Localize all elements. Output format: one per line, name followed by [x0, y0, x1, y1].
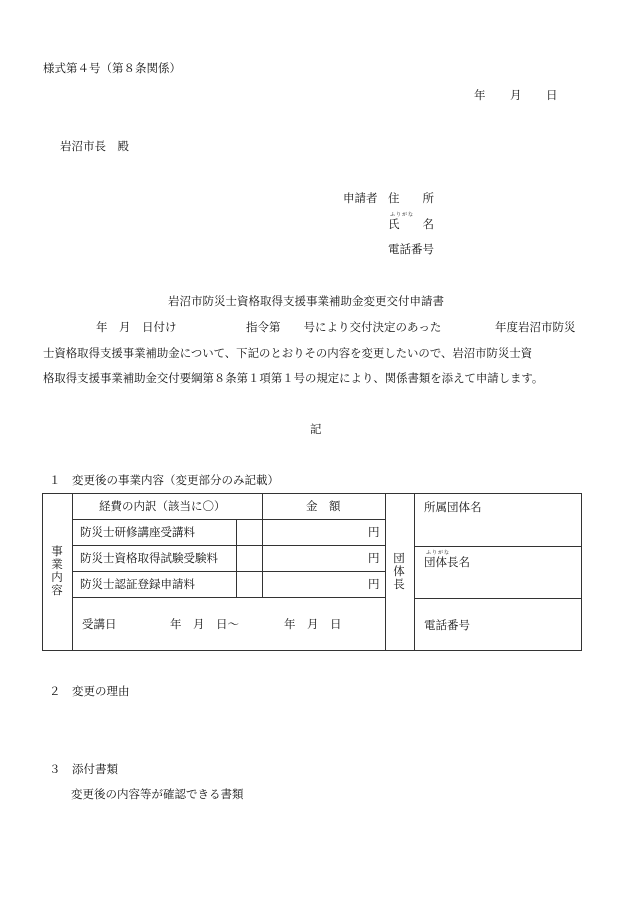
section2-heading: ２ 変更の理由 [49, 684, 130, 698]
item-label-training-fee: 防災士研修講座受講料 [80, 525, 195, 539]
form-number: 様式第４号（第８条関係） [43, 61, 181, 75]
group-leader-name-ruby: ふりがな [426, 550, 451, 556]
item-unit-registration-fee: 円 [368, 577, 380, 591]
document-title: 岩沼市防災士資格取得支援事業補助金変更交付申請書 [168, 294, 444, 308]
applicant-label: 申請者 [343, 191, 378, 205]
item-label-exam-fee: 防災士資格取得試験受験料 [80, 551, 218, 565]
attendance-date-from: 年 月 日〜 [170, 617, 239, 631]
body-fiscal-year: 年度岩沼市防災 [495, 320, 576, 334]
amount-column-header: 金 額 [306, 499, 341, 513]
body-date-ref: 年 月 日付け [96, 320, 177, 334]
group-name-label: 所属団体名 [424, 500, 482, 514]
group-phone-label: 電話番号 [424, 618, 470, 632]
date-year-label: 年 [474, 88, 486, 102]
attendance-date-label: 受講日 [82, 617, 117, 631]
item-unit-exam-fee: 円 [368, 551, 380, 565]
addressee: 岩沼市長 殿 [60, 139, 129, 153]
attendance-date-to: 年 月 日 [284, 617, 342, 631]
date-month-label: 月 [510, 88, 522, 102]
applicant-address-label: 住 所 [388, 191, 434, 205]
body-line-2: 士資格取得支援事業補助金について、下記のとおりその内容を変更したいので、岩沼市防災士資 [43, 346, 533, 360]
breakdown-column-header: 経費の内訳（該当に〇） [99, 499, 226, 513]
applicant-phone-label: 電話番号 [388, 242, 434, 256]
group-leader-name-label: 団体長名 [424, 555, 470, 569]
date-day-label: 日 [546, 88, 558, 102]
attached-document-item: 変更後の内容等が確認できる書類 [71, 787, 244, 801]
applicant-name-label: 氏 名 [388, 217, 434, 231]
item-label-registration-fee: 防災士認証登録申請料 [80, 577, 195, 591]
ki-heading: 記 [310, 422, 322, 436]
applicant-name-ruby: ふりがな [390, 212, 415, 218]
body-order-ref: 指令第 号により交付決定のあった [246, 320, 442, 334]
business-content-row-header: 事業内容 [51, 544, 63, 597]
section1-heading: １ 変更後の事業内容（変更部分のみ記載） [49, 473, 279, 487]
group-leader-column-header: 団体長 [393, 551, 405, 591]
item-unit-training-fee: 円 [368, 525, 380, 539]
section3-heading: ３ 添付書類 [49, 762, 118, 776]
body-line-3: 格取得支援事業補助金交付要綱第８条第１項第１号の規定により、関係書類を添えて申請します。 [43, 371, 544, 385]
